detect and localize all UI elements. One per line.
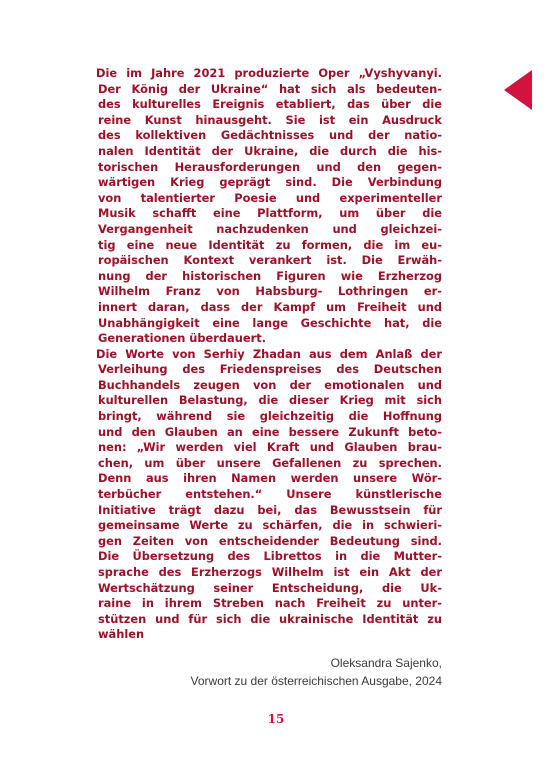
triangle-left-icon: [504, 70, 532, 110]
text-line: tig eine neue Identität zu formen, die im eu-: [98, 237, 442, 252]
text-line: Unabhängigkeit eine lange Geschichte hat, die: [98, 315, 442, 330]
text-line: Verleihung des Friedenspreises des Deutschen: [98, 362, 442, 377]
text-line: kulturellen Belastung, die dieser Krieg mit sich: [98, 393, 442, 408]
text-line: nung der historischen Figuren wie Erzherzog: [98, 268, 442, 283]
paragraph-1: [98, 66, 442, 347]
text-line: chen, um über unsere Gefallenen zu sprechen.: [98, 455, 442, 470]
text-line: nalen Identität der Ukraine, die durch die his-: [98, 143, 442, 158]
text-line: ropäischen Kontext verankert ist. Die Erwäh-: [98, 253, 442, 268]
text-line: Der König der Ukraine“ hat sich als bedeuten-: [98, 81, 442, 96]
text-line: Vergangenheit nachzudenken und gleichzei-: [98, 221, 442, 236]
text-line: Denn aus ihren Namen werden unsere Wör-: [98, 471, 442, 486]
text-line: Initiative trägt dazu bei, das Bewusstsein für: [98, 502, 442, 517]
text-line: Wertschätzung seiner Entscheidung, die Uk-: [98, 580, 442, 595]
text-line: raine in ihrem Streben nach Freiheit zu unter-: [98, 596, 442, 611]
text-line: reine Kunst hinausgeht. Sie ist ein Ausdruck: [98, 112, 442, 127]
text-line: Musik schafft eine Plattform, um über die: [98, 206, 442, 221]
text-line: wählen: [98, 627, 145, 642]
text-line: torischen Herausforderungen und den gegen-: [98, 159, 442, 174]
text-line: von talentierter Poesie und experimenteller: [98, 190, 442, 205]
attribution: [191, 654, 442, 690]
text-line: sprache des Erzherzogs Wilhelm ist ein Akt der: [98, 565, 442, 579]
text-line: des kulturelles Ereignis etabliert, das über die: [98, 97, 442, 112]
text-line: Buchhandels zeugen von der emotionalen und: [98, 377, 442, 392]
text-line: Die im Jahre 2021 produzierte Oper „Vyshyvanyi.: [96, 66, 442, 80]
text-line: gen Zeiten von entscheidender Bedeutung sind.: [98, 533, 442, 548]
text-line: Die Übersetzung des Librettos in die Mutter-: [98, 549, 442, 564]
text-line: wärtigen Krieg geprägt sind. Die Verbindung: [98, 175, 442, 190]
text-line: gemeinsame Werte zu schärfen, die in schwieri-: [98, 518, 442, 533]
text-line: stützen und für sich die ukrainische Identität zu: [98, 611, 442, 626]
foreword-text: [98, 66, 442, 643]
attribution-author: Oleksandra Sajenko,: [330, 656, 442, 670]
text-line: des kollektiven Gedächtnisses und der natio-: [98, 128, 442, 143]
text-line: und den Glauben an eine bessere Zukunft beto-: [98, 424, 442, 439]
text-line: terbücher entstehen.“ Unsere künstlerische: [98, 487, 442, 502]
text-line: innert daran, dass der Kampf um Freiheit und: [98, 299, 442, 314]
text-line: Wilhelm Franz von Habsburg- Lothringen er-: [98, 284, 442, 299]
attribution-source: Vorwort zu der österreichischen Ausgabe, 2024: [190, 674, 442, 688]
text-line: bringt, während sie gleichzeitig die Hoffnung: [98, 409, 442, 424]
page-number: 15: [267, 712, 285, 726]
text-line: nen: „Wir werden viel Kraft und Glauben brau-: [98, 440, 442, 455]
paragraph-2: [98, 347, 442, 643]
text-line: Generationen überdauert.: [98, 331, 266, 346]
text-line: Die Worte von Serhiy Zhadan aus dem Anlaß der: [96, 346, 442, 361]
